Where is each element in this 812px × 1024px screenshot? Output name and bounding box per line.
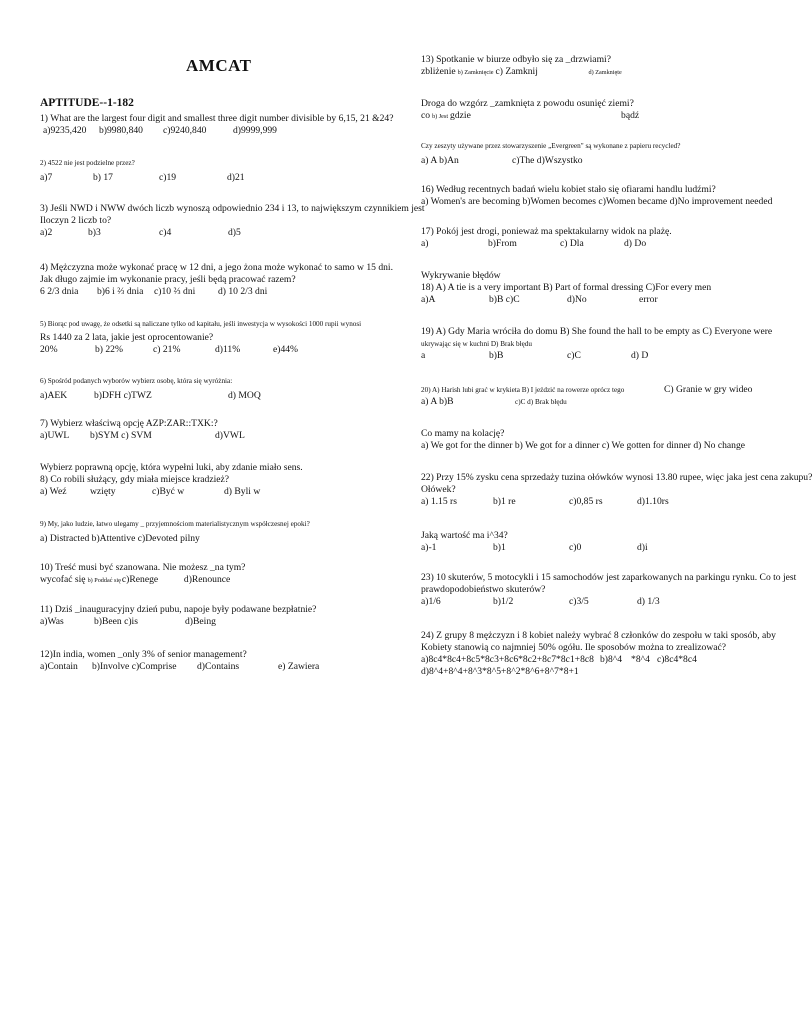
- option-d: d) MOQ: [228, 390, 261, 401]
- question-text: 19) A) Gdy Maria wróciła do domu B) She found the hall to be empty as C) Everyone were: [421, 326, 773, 337]
- option-a: zbliżenie: [421, 66, 456, 77]
- question-text: 5) Biorąc pod uwagę, że odsetki są naliczane tylko od kapitału, jeśli inwestycja w wysokości 1000 rupii wynosi: [40, 320, 362, 328]
- option-a: a)AEK: [40, 390, 68, 401]
- option-a: a)8c4*8c4+8c5*8c3+8c6*8c2+8c7*8c1+8c8: [421, 654, 594, 665]
- answer-options: [421, 294, 711, 306]
- question-text: 22) Przy 15% zysku cena sprzedaży tuzina ołówków wynosi 13.80 rupee, więc jaka jest cena zakupu?: [421, 472, 812, 483]
- option-a: a)1/6: [421, 596, 441, 607]
- question-3: [40, 203, 425, 239]
- option-a: a)UWL: [40, 430, 70, 441]
- option-c: c)4: [159, 227, 172, 238]
- question-text: 7) Wybierz właściwą opcję AZP:ZAR::TXK:?: [40, 418, 218, 429]
- option-b: b)9980,840: [99, 125, 143, 136]
- answer-options: [40, 227, 425, 239]
- option-a: wycofać się: [40, 574, 86, 585]
- question-text: Jaką wartość ma i^34?: [421, 530, 508, 541]
- option-a: a)-1: [421, 542, 437, 553]
- option-list: a) Women's are becoming b)Women becomes c)Women became d)No improvement needed: [421, 196, 773, 207]
- answer-options: [40, 172, 245, 184]
- question-text-line: [421, 384, 752, 396]
- option-a: a) 1.15 rs: [421, 496, 457, 507]
- question-text: Czy zeszyty używane przez stowarzyszenie „Evergreen" są wykonane z papieru recycled?: [421, 142, 681, 150]
- answer-options: [421, 440, 745, 452]
- question-imaginary: [421, 530, 648, 554]
- question-text: 24) Z grupy 8 mężczyzn i 8 kobiet należy wybrać 8 członków do zespołu w taki sposób, aby: [421, 630, 776, 641]
- question-1: [40, 113, 393, 137]
- option-c: c) Dla: [560, 238, 584, 249]
- question-22: [421, 472, 812, 508]
- question-text: prawdopodobieństwo skuterów?: [421, 584, 546, 595]
- option-a: a) A b)B: [421, 396, 454, 407]
- section-label: Wykrywanie błędów: [421, 270, 501, 281]
- question-text: 1) What are the largest four digit and smallest three digit number divisible by 6,15, 21 &24?: [40, 113, 394, 124]
- option-b: b)From: [488, 238, 517, 249]
- option-d: d)Being: [185, 616, 216, 627]
- answer-options: [40, 125, 393, 137]
- answer-options: [40, 286, 393, 298]
- question-text: 23) 10 skuterów, 5 motocykli i 15 samochodów jest zaparkowanych na parkingu rynku. Co to jest: [421, 572, 797, 583]
- question-text: 3) Jeśli NWD i NWW dwóch liczb wynoszą odpowiednio 234 i 13, to największym czynnikiem jest: [40, 203, 425, 214]
- option-c: c)Renege: [121, 574, 159, 585]
- answer-options: [421, 110, 639, 123]
- option-d: d) Zamknięte: [588, 69, 622, 76]
- answer-options: [40, 533, 310, 545]
- answer-options: [40, 616, 316, 628]
- question-9: [40, 518, 310, 545]
- option-d: d)11%: [215, 344, 241, 355]
- question-text: Rs 1440 za 2 lata, jakie jest oprocentowanie?: [40, 332, 214, 343]
- question-text: Jak długo zajmie im wykonanie pracy, jeśli będą pracować razem?: [40, 274, 296, 285]
- question-7: [40, 418, 245, 442]
- option-e: e)44%: [273, 344, 299, 355]
- question-text: 2) 4522 nie jest podzielne przez?: [40, 159, 135, 167]
- option-d: d)21: [227, 172, 245, 183]
- question-5: [40, 318, 361, 356]
- option-b: b)B c)C: [489, 294, 520, 305]
- question-8: [40, 462, 303, 498]
- question-text: 12)In india, women _only 3% of senior management?: [40, 649, 247, 660]
- option-b: b)Been c)is: [94, 616, 138, 627]
- option-c: c)0,85 rs: [569, 496, 603, 507]
- option-c: c)19: [159, 172, 177, 183]
- question-text: ukrywając się w kuchni D) Brak błędu: [421, 340, 532, 348]
- option-d: d)i: [637, 542, 648, 553]
- option-c: c)0: [569, 542, 582, 553]
- option-d: d) 10 2/3 dni: [218, 286, 268, 297]
- question-text: Droga do wzgórz _zamknięta z powodu osunięć ziemi?: [421, 98, 634, 109]
- option-c: c) 21%: [153, 344, 181, 355]
- option-d: d) 1/3: [637, 596, 660, 607]
- answer-options: [40, 344, 361, 356]
- question-text: 17) Pokój jest drogi, ponieważ ma spektakularny widok na plażę.: [421, 226, 672, 237]
- option-a: 20%: [40, 344, 58, 355]
- option-b: b)Involve c)Comprise: [92, 661, 177, 672]
- option-d: d)VWL: [215, 430, 245, 441]
- option-b-part1: b)8^4: [599, 654, 623, 665]
- document-title: AMCAT: [186, 56, 252, 75]
- question-text: 16) Według recentnych badań wielu kobiet stało się ofiarami handlu ludźmi?: [421, 184, 716, 195]
- question-text: 18) A) A tie is a very important B) Part of formal dressing C)For every men: [421, 282, 712, 293]
- answer-options: [421, 396, 752, 408]
- option-d: d)5: [228, 227, 241, 238]
- answer-options: [421, 596, 796, 608]
- option-d: d)Renounce: [183, 574, 231, 585]
- question-text: 13) Spotkanie w biurze odbyło się za _drzwiami?: [421, 54, 611, 65]
- option-a: a): [421, 238, 429, 249]
- answer-options: [40, 390, 261, 402]
- option-b: b) Jest: [432, 113, 449, 120]
- option-a: a)2: [40, 227, 53, 238]
- option-a: a)7: [40, 172, 53, 183]
- question-text: Co mamy na kolację?: [421, 428, 505, 439]
- answer-options: [40, 574, 245, 587]
- option-c: c)C: [567, 350, 581, 361]
- question-15: [421, 140, 680, 167]
- option-a: a)9235,420: [43, 125, 87, 136]
- option-b: wzięty: [90, 486, 116, 497]
- question-13: [421, 54, 622, 79]
- option-b: b) 17: [93, 172, 113, 183]
- section-heading: APTITUDE--1-182: [40, 97, 134, 109]
- answer-options: [421, 66, 622, 79]
- question-18: [421, 270, 711, 306]
- question-6: [40, 375, 261, 402]
- option-b: b) Poddać się: [87, 577, 121, 584]
- option-d: d) Do: [624, 238, 647, 249]
- option-c: c)9240,840: [163, 125, 207, 136]
- option-b: b)B: [489, 350, 504, 361]
- answer-options: [421, 496, 812, 508]
- option-c: c) Zamknij: [495, 66, 538, 77]
- option-list: a) We got for the dinner b) We got for a dinner c) We gotten for dinner d) No change: [421, 440, 746, 451]
- answer-options: [40, 661, 319, 673]
- option-a: a) Weź: [40, 486, 67, 497]
- answer-options: [421, 238, 672, 250]
- question-text: 6) Spośród podanych wyborów wybierz osobę, która się wyróżnia:: [40, 377, 233, 385]
- question-text: 8) Co robili służący, gdy miała miejsce kradzież?: [40, 474, 230, 485]
- question-19: [421, 326, 772, 362]
- question-20: [421, 384, 752, 408]
- option-a: a) A b)An: [421, 155, 459, 166]
- option-d: d) Byli w: [224, 486, 261, 497]
- option-a: co: [421, 110, 431, 121]
- answer-options: [421, 542, 648, 554]
- question-4: [40, 262, 393, 298]
- answer-options: [40, 486, 303, 498]
- question-23: [421, 572, 796, 608]
- answer-options: [421, 654, 776, 666]
- option-d: d)9999,999: [233, 125, 277, 136]
- option-c: c)The d)Wszystko: [512, 155, 583, 166]
- option-d: d)1.10rs: [637, 496, 669, 507]
- option-b: b)1/2: [493, 596, 514, 607]
- question-text: C) Granie w gry wideo: [664, 384, 753, 395]
- question-text: 9) My, jako ludzie, łatwo ulegamy _ przyjemnościom materialistycznym współczesnej epoki?: [40, 520, 310, 528]
- option-c: c)3/5: [569, 596, 589, 607]
- option-c: gdzie: [450, 110, 471, 121]
- question-24: [421, 630, 776, 678]
- option-a: a: [421, 350, 426, 361]
- question-17: [421, 226, 672, 250]
- question-text: 20) A) Harish lubi grać w krykieta B) I jeździć na rowerze oprócz tego: [421, 386, 625, 394]
- option-error: error: [639, 294, 658, 305]
- option-b: b)6 i ⅔ dnia: [97, 286, 144, 297]
- question-text: Kobiety stanowią co najmniej 50% ogółu. Ile sposobów można to zrealizować?: [421, 642, 727, 653]
- question-text: Wybierz poprawną opcję, która wypełni luki, aby zdanie miało sens.: [40, 462, 303, 473]
- option-a: 6 2/3 dnia: [40, 286, 79, 297]
- option-b: b)1 re: [493, 496, 516, 507]
- option-d: d)No: [567, 294, 587, 305]
- option-a: a)Contain: [40, 661, 78, 672]
- answer-options: [40, 430, 245, 442]
- option-b: b)DFH c)TWZ: [94, 390, 152, 401]
- option-a: a)A: [421, 294, 436, 305]
- question-text: Iloczyn 2 liczb to?: [40, 215, 112, 226]
- question-14: [421, 98, 639, 123]
- option-c: c)C d) Brak błędu: [515, 398, 567, 406]
- question-2: [40, 157, 245, 184]
- option-b: b)SYM c) SVM: [90, 430, 152, 441]
- question-21: [421, 428, 745, 452]
- answer-options: [421, 155, 680, 167]
- option-b: b) 22%: [95, 344, 123, 355]
- option-d: d)Contains: [197, 661, 240, 672]
- option-b: b)1: [493, 542, 506, 553]
- question-text: 11) Dziś _inauguracyjny dzień pubu, napoje były podawane bezpłatnie?: [40, 604, 317, 615]
- option-c: c)10 ⅔ dni: [154, 286, 196, 297]
- question-text: 4) Mężczyzna może wykonać pracę w 12 dni, a jego żona może wykonać to samo w 15 dni.: [40, 262, 393, 273]
- option-e: e) Zawiera: [278, 661, 320, 672]
- question-text: Ołówek?: [421, 484, 456, 495]
- option-c: c)Być w: [152, 486, 185, 497]
- option-c: c)8c4*8c4: [656, 654, 697, 665]
- question-10: [40, 562, 245, 587]
- option-list: a) Distracted b)Attentive c)Devoted pilny: [40, 533, 200, 544]
- option-d: bądź: [621, 110, 640, 121]
- question-text: 10) Treść musi być szanowana. Nie możesz _na tym?: [40, 562, 246, 573]
- question-11: [40, 604, 316, 628]
- option-b: b)3: [88, 227, 101, 238]
- option-b: b) Zamknięcie: [457, 69, 494, 76]
- option-b-part2: *8^4: [631, 654, 650, 665]
- option-d: d) D: [631, 350, 649, 361]
- option-d: d)8^4+8^4+8^3*8^5+8^2*8^6+8^7*8+1: [421, 666, 579, 677]
- option-a: a)Was: [40, 616, 64, 627]
- question-16: [421, 184, 772, 208]
- question-12: [40, 649, 319, 673]
- answer-options: [421, 196, 772, 208]
- answer-options: [421, 350, 772, 362]
